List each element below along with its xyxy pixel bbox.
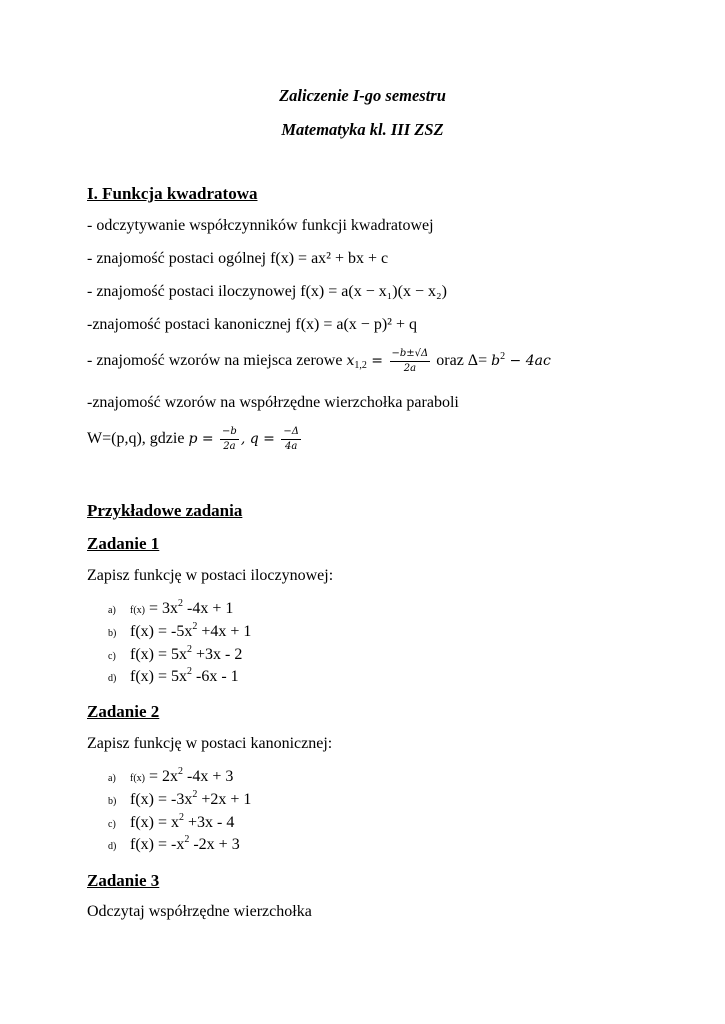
equation-main: f(x) = -x	[130, 836, 185, 853]
exercise-label: a)	[108, 605, 116, 616]
zeros-formula-prefix: - znajomość wzorów na miejsca zerowe	[87, 352, 347, 370]
equation-exponent: 2	[187, 644, 193, 655]
task1-instruction: Zapisz funkcję w postaci iloczynowej:	[87, 567, 334, 584]
equation-main: = 2x	[145, 768, 179, 785]
zeros-formula-subscript: 1,2	[354, 360, 367, 372]
zeros-formula-equals: =	[366, 353, 388, 370]
equation-fx-small: f(x)	[130, 773, 145, 784]
exercise-equation	[130, 646, 242, 664]
task2-instruction: Zapisz funkcję w postaci kanonicznej:	[87, 735, 333, 752]
vertex-formula-p-denominator: 2a	[223, 441, 236, 452]
exercise-equation	[130, 668, 239, 686]
vertex-formula-p-numerator: −b	[220, 426, 239, 440]
equation-rest: -4x + 1	[183, 600, 234, 617]
equation-main: f(x) = -5x	[130, 623, 193, 640]
requirement-vertex-form: -znajomość postaci kanonicznej f(x) = a(x − p)² + q	[87, 316, 417, 333]
equation-exponent: 2	[187, 666, 193, 677]
document-title: Zaliczenie I-go semestru	[279, 86, 446, 105]
vertex-formula-p-fraction	[220, 426, 239, 453]
vertex-formula-q: , q =	[240, 431, 280, 448]
exercise-equation	[130, 791, 251, 809]
exercise-equation	[130, 836, 240, 854]
equation-exponent: 2	[192, 621, 198, 632]
vertex-formula-q-numerator: −Δ	[281, 426, 301, 440]
task2-heading: Zadanie 2	[87, 702, 160, 721]
exercise-equation	[130, 600, 233, 618]
delta-formula-rest: − 4ac	[505, 353, 551, 370]
requirement-general-form: - znajomość postaci ogólnej f(x) = ax² + bx + c	[87, 250, 389, 267]
task1-heading: Zadanie 1	[87, 534, 160, 553]
zeros-formula-numerator: −b±√Δ	[390, 348, 431, 362]
equation-rest: +2x + 1	[197, 791, 252, 808]
exercise-label: b)	[108, 796, 117, 807]
requirement-vertex-formula: -znajomość wzorów na współrzędne wierzchołka paraboli	[87, 394, 459, 411]
exercise-label: b)	[108, 628, 117, 639]
zeros-formula-fraction	[390, 348, 431, 375]
equation-main: f(x) = 5x	[130, 668, 188, 685]
delta-formula-exponent: 2	[500, 351, 506, 363]
equation-main: f(x) = x	[130, 814, 180, 831]
equation-exponent: 2	[178, 598, 184, 609]
equation-exponent: 2	[178, 766, 184, 777]
zeros-formula-denominator: 2a	[403, 363, 417, 374]
requirement-factored-form: - znajomość postaci iloczynowej f(x) = a(x − x₁)(x − x₂)	[87, 283, 447, 300]
task3-instruction: Odczytaj współrzędne wierzchołka	[87, 903, 312, 920]
exercise-label: c)	[108, 651, 116, 662]
vertex-formula-q-fraction	[281, 426, 301, 453]
task3-heading: Zadanie 3	[87, 871, 160, 890]
delta-formula-b: b	[491, 353, 501, 370]
document-subtitle: Matematyka kl. III ZSZ	[281, 120, 444, 139]
vertex-formula-q-denominator: 4a	[284, 441, 298, 452]
section-heading-quadratic: I. Funkcja kwadratowa	[87, 184, 258, 203]
equation-exponent: 2	[192, 789, 198, 800]
exercise-equation	[130, 814, 234, 832]
equation-fx-small: f(x)	[130, 605, 145, 616]
equation-rest: -2x + 3	[189, 836, 240, 853]
requirement-coefficients: - odczytywanie współczynników funkcji kwadratowej	[87, 217, 434, 234]
equation-main: = 3x	[145, 600, 179, 617]
exercise-label: d)	[108, 841, 117, 852]
vertex-formula-p: p =	[188, 431, 219, 448]
equation-rest: +3x - 2	[192, 646, 243, 663]
equation-rest: -4x + 3	[183, 768, 234, 785]
vertex-formula-prefix: W=(p,q), gdzie	[87, 430, 189, 448]
equation-exponent: 2	[184, 834, 190, 845]
exercise-label: d)	[108, 673, 117, 684]
equation-rest: -6x - 1	[192, 668, 239, 685]
zeros-formula-x: x	[346, 353, 355, 370]
equation-rest: +4x + 1	[197, 623, 252, 640]
equation-exponent: 2	[179, 812, 185, 823]
equation-rest: +3x - 4	[184, 814, 235, 831]
exercise-label: a)	[108, 773, 116, 784]
vertex-formula	[87, 426, 303, 453]
zeros-formula-oraz: oraz Δ=	[436, 352, 492, 370]
equation-main: f(x) = -3x	[130, 791, 193, 808]
equation-main: f(x) = 5x	[130, 646, 188, 663]
requirement-zeros-formula	[87, 348, 551, 375]
examples-heading: Przykładowe zadania	[87, 501, 243, 520]
exercise-equation	[130, 623, 251, 641]
exercise-label: c)	[108, 819, 116, 830]
exercise-equation	[130, 768, 233, 786]
